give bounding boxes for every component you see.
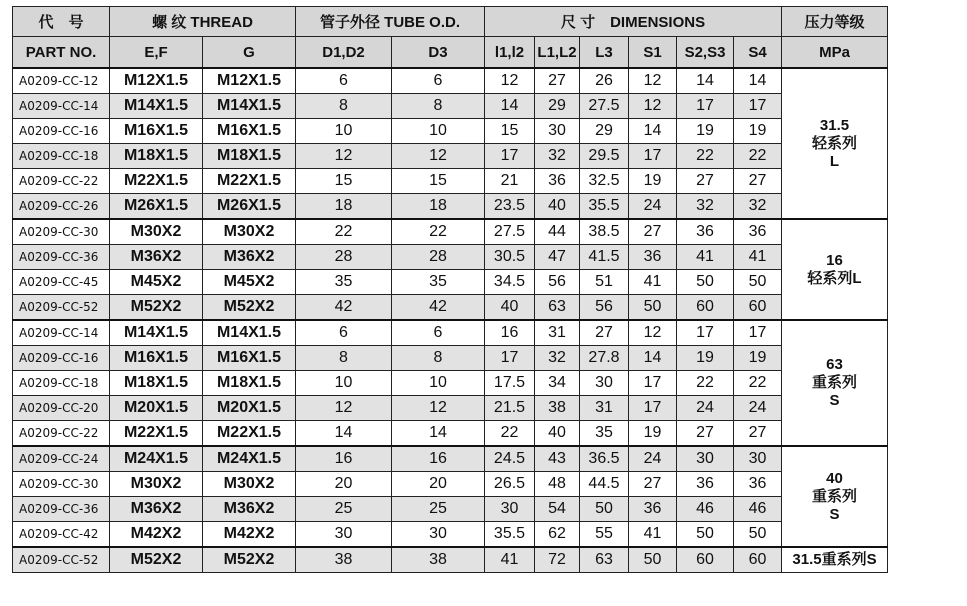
table-row xyxy=(13,295,888,321)
cell-L3: 55 xyxy=(580,522,629,548)
cell-L3: 27.5 xyxy=(580,94,629,119)
cell-L1L2: 47 xyxy=(535,245,580,270)
table-row xyxy=(13,346,888,371)
cell-S2S3: 32 xyxy=(677,194,734,220)
cell-d3: 6 xyxy=(392,320,485,346)
cell-thread-ef: M22X1.5 xyxy=(110,421,203,447)
cell-S1: 19 xyxy=(629,169,677,194)
cell-L3: 38.5 xyxy=(580,219,629,245)
pressure-grade-line: 31.5 xyxy=(819,116,850,134)
cell-thread-g: M12X1.5 xyxy=(203,68,296,94)
cell-S1: 14 xyxy=(629,346,677,371)
cell-S4: 17 xyxy=(734,320,782,346)
cell-d1d2: 8 xyxy=(296,346,392,371)
cell-thread-g: M22X1.5 xyxy=(203,169,296,194)
cell-L1L2: 56 xyxy=(535,270,580,295)
cell-S1: 24 xyxy=(629,446,677,472)
cell-l1l2: 21.5 xyxy=(485,396,535,421)
cell-d1d2: 18 xyxy=(296,194,392,220)
cell-d1d2: 6 xyxy=(296,320,392,346)
cell-l1l2: 17 xyxy=(485,346,535,371)
cell-d3: 8 xyxy=(392,94,485,119)
cell-S2S3: 14 xyxy=(677,68,734,94)
cell-L1L2: 48 xyxy=(535,472,580,497)
cell-d3: 8 xyxy=(392,346,485,371)
table-row xyxy=(13,119,888,144)
table-row xyxy=(13,270,888,295)
cell-part-no: A0209-CC-45 xyxy=(13,270,110,295)
cell-S4: 60 xyxy=(734,295,782,321)
cell-S1: 17 xyxy=(629,396,677,421)
cell-d1d2: 42 xyxy=(296,295,392,321)
cell-L3: 26 xyxy=(580,68,629,94)
cell-S1: 36 xyxy=(629,245,677,270)
cell-thread-ef: M45X2 xyxy=(110,270,203,295)
cell-d1d2: 6 xyxy=(296,68,392,94)
pressure-grade-cell xyxy=(782,320,888,446)
cell-thread-ef: M26X1.5 xyxy=(110,194,203,220)
cell-S1: 12 xyxy=(629,320,677,346)
cell-L1L2: 54 xyxy=(535,497,580,522)
cell-thread-g: M20X1.5 xyxy=(203,396,296,421)
cell-S1: 17 xyxy=(629,144,677,169)
cell-S4: 22 xyxy=(734,371,782,396)
cell-S4: 17 xyxy=(734,94,782,119)
table-row xyxy=(13,547,888,573)
cell-S4: 27 xyxy=(734,421,782,447)
cell-thread-g: M14X1.5 xyxy=(203,320,296,346)
cell-thread-g: M36X2 xyxy=(203,245,296,270)
cell-S4: 22 xyxy=(734,144,782,169)
cell-thread-ef: M30X2 xyxy=(110,472,203,497)
header-d1d2: D1,D2 xyxy=(296,37,392,69)
cell-thread-ef: M14X1.5 xyxy=(110,94,203,119)
cell-l1l2: 26.5 xyxy=(485,472,535,497)
pressure-grade-line: 31.5重系列S xyxy=(792,551,877,568)
cell-S1: 12 xyxy=(629,94,677,119)
cell-S1: 24 xyxy=(629,194,677,220)
cell-L3: 35 xyxy=(580,421,629,447)
cell-L3: 29 xyxy=(580,119,629,144)
cell-d3: 18 xyxy=(392,194,485,220)
cell-part-no: A0209-CC-22 xyxy=(13,421,110,447)
pressure-grade-line: 16 xyxy=(826,251,843,269)
cell-d1d2: 10 xyxy=(296,119,392,144)
cell-thread-g: M16X1.5 xyxy=(203,346,296,371)
cell-L1L2: 30 xyxy=(535,119,580,144)
cell-l1l2: 17 xyxy=(485,144,535,169)
cell-thread-ef: M36X2 xyxy=(110,245,203,270)
cell-S4: 46 xyxy=(734,497,782,522)
cell-d3: 12 xyxy=(392,144,485,169)
cell-thread-ef: M16X1.5 xyxy=(110,346,203,371)
cell-l1l2: 34.5 xyxy=(485,270,535,295)
cell-part-no: A0209-CC-24 xyxy=(13,446,110,472)
cell-d1d2: 30 xyxy=(296,522,392,548)
cell-thread-ef: M36X2 xyxy=(110,497,203,522)
header-S4: S4 xyxy=(734,37,782,69)
cell-l1l2: 35.5 xyxy=(485,522,535,548)
cell-L3: 32.5 xyxy=(580,169,629,194)
header-g: G xyxy=(203,37,296,69)
cell-d1d2: 22 xyxy=(296,219,392,245)
header-ef: E,F xyxy=(110,37,203,69)
cell-thread-ef: M30X2 xyxy=(110,219,203,245)
cell-l1l2: 15 xyxy=(485,119,535,144)
pressure-grade-cell xyxy=(782,219,888,320)
table-row xyxy=(13,497,888,522)
cell-thread-ef: M12X1.5 xyxy=(110,68,203,94)
cell-d1d2: 20 xyxy=(296,472,392,497)
cell-d3: 6 xyxy=(392,68,485,94)
header-tube-od: 管子外径 TUBE O.D. xyxy=(296,7,485,37)
header-L1L2: L1,L2 xyxy=(535,37,580,69)
cell-part-no: A0209-CC-14 xyxy=(13,320,110,346)
cell-part-no: A0209-CC-14 xyxy=(13,94,110,119)
header-d3: D3 xyxy=(392,37,485,69)
cell-l1l2: 23.5 xyxy=(485,194,535,220)
cell-l1l2: 12 xyxy=(485,68,535,94)
cell-S4: 30 xyxy=(734,446,782,472)
cell-L3: 41.5 xyxy=(580,245,629,270)
cell-part-no: A0209-CC-26 xyxy=(13,194,110,220)
cell-S4: 60 xyxy=(734,547,782,573)
cell-d3: 28 xyxy=(392,245,485,270)
cell-d3: 10 xyxy=(392,119,485,144)
table-row xyxy=(13,522,888,548)
cell-S2S3: 50 xyxy=(677,270,734,295)
cell-S1: 27 xyxy=(629,472,677,497)
cell-thread-g: M18X1.5 xyxy=(203,371,296,396)
pressure-grade-line: 轻系列 xyxy=(811,134,857,152)
cell-L1L2: 44 xyxy=(535,219,580,245)
table-header xyxy=(13,7,888,69)
cell-S4: 50 xyxy=(734,522,782,548)
cell-L1L2: 29 xyxy=(535,94,580,119)
cell-thread-ef: M22X1.5 xyxy=(110,169,203,194)
cell-S2S3: 60 xyxy=(677,295,734,321)
cell-l1l2: 22 xyxy=(485,421,535,447)
cell-thread-g: M14X1.5 xyxy=(203,94,296,119)
cell-d1d2: 35 xyxy=(296,270,392,295)
cell-thread-g: M22X1.5 xyxy=(203,421,296,447)
cell-part-no: A0209-CC-52 xyxy=(13,295,110,321)
cell-S4: 41 xyxy=(734,245,782,270)
cell-S1: 41 xyxy=(629,522,677,548)
cell-l1l2: 30.5 xyxy=(485,245,535,270)
cell-part-no: A0209-CC-52 xyxy=(13,547,110,573)
header-S1: S1 xyxy=(629,37,677,69)
cell-L1L2: 72 xyxy=(535,547,580,573)
cell-part-no: A0209-CC-16 xyxy=(13,119,110,144)
cell-thread-g: M16X1.5 xyxy=(203,119,296,144)
cell-l1l2: 27.5 xyxy=(485,219,535,245)
table-body xyxy=(13,68,888,573)
cell-thread-ef: M18X1.5 xyxy=(110,144,203,169)
cell-S2S3: 30 xyxy=(677,446,734,472)
cell-d1d2: 12 xyxy=(296,396,392,421)
cell-thread-g: M26X1.5 xyxy=(203,194,296,220)
cell-S2S3: 27 xyxy=(677,421,734,447)
table-row xyxy=(13,371,888,396)
cell-d3: 30 xyxy=(392,522,485,548)
pressure-grade-line: S xyxy=(829,392,840,409)
cell-S4: 27 xyxy=(734,169,782,194)
cell-L1L2: 34 xyxy=(535,371,580,396)
cell-S4: 36 xyxy=(734,219,782,245)
cell-d1d2: 38 xyxy=(296,547,392,573)
cell-l1l2: 41 xyxy=(485,547,535,573)
cell-thread-ef: M20X1.5 xyxy=(110,396,203,421)
cell-l1l2: 40 xyxy=(485,295,535,321)
cell-L3: 63 xyxy=(580,547,629,573)
header-dimensions: 尺 寸 DIMENSIONS xyxy=(485,7,782,37)
cell-l1l2: 24.5 xyxy=(485,446,535,472)
cell-L3: 56 xyxy=(580,295,629,321)
cell-l1l2: 16 xyxy=(485,320,535,346)
cell-part-no: A0209-CC-30 xyxy=(13,219,110,245)
pressure-grade-line: L xyxy=(829,152,840,170)
cell-L3: 51 xyxy=(580,270,629,295)
header-mpa: MPa xyxy=(782,37,888,69)
cell-L1L2: 32 xyxy=(535,346,580,371)
cell-thread-g: M24X1.5 xyxy=(203,446,296,472)
cell-thread-g: M30X2 xyxy=(203,472,296,497)
cell-S4: 24 xyxy=(734,396,782,421)
cell-S1: 41 xyxy=(629,270,677,295)
header-L3: L3 xyxy=(580,37,629,69)
cell-thread-ef: M24X1.5 xyxy=(110,446,203,472)
pressure-grade-line: S xyxy=(829,505,840,523)
cell-L3: 29.5 xyxy=(580,144,629,169)
cell-S4: 32 xyxy=(734,194,782,220)
pressure-grade-cell xyxy=(782,446,888,547)
cell-d1d2: 28 xyxy=(296,245,392,270)
table-row xyxy=(13,94,888,119)
cell-S1: 14 xyxy=(629,119,677,144)
cell-S1: 27 xyxy=(629,219,677,245)
cell-S1: 50 xyxy=(629,547,677,573)
cell-thread-ef: M52X2 xyxy=(110,547,203,573)
cell-L3: 30 xyxy=(580,371,629,396)
cell-L3: 36.5 xyxy=(580,446,629,472)
cell-S4: 14 xyxy=(734,68,782,94)
cell-thread-g: M36X2 xyxy=(203,497,296,522)
cell-thread-ef: M14X1.5 xyxy=(110,320,203,346)
cell-thread-g: M45X2 xyxy=(203,270,296,295)
cell-S2S3: 36 xyxy=(677,219,734,245)
cell-S2S3: 22 xyxy=(677,371,734,396)
header-l1l2-small: l1,l2 xyxy=(485,37,535,69)
cell-thread-ef: M16X1.5 xyxy=(110,119,203,144)
cell-d3: 20 xyxy=(392,472,485,497)
cell-S2S3: 17 xyxy=(677,94,734,119)
cell-S2S3: 24 xyxy=(677,396,734,421)
cell-S4: 19 xyxy=(734,119,782,144)
cell-thread-g: M30X2 xyxy=(203,219,296,245)
header-pressure-grade: 压力等级 xyxy=(782,7,888,37)
cell-L1L2: 43 xyxy=(535,446,580,472)
cell-l1l2: 30 xyxy=(485,497,535,522)
table-row xyxy=(13,169,888,194)
cell-L1L2: 40 xyxy=(535,421,580,447)
cell-S2S3: 36 xyxy=(677,472,734,497)
cell-l1l2: 14 xyxy=(485,94,535,119)
cell-d1d2: 15 xyxy=(296,169,392,194)
cell-S4: 36 xyxy=(734,472,782,497)
cell-L1L2: 31 xyxy=(535,320,580,346)
cell-part-no: A0209-CC-36 xyxy=(13,497,110,522)
cell-S2S3: 19 xyxy=(677,119,734,144)
cell-L1L2: 63 xyxy=(535,295,580,321)
cell-S1: 12 xyxy=(629,68,677,94)
cell-S1: 50 xyxy=(629,295,677,321)
cell-S1: 19 xyxy=(629,421,677,447)
cell-l1l2: 21 xyxy=(485,169,535,194)
dimensions-table xyxy=(12,6,888,573)
table-row xyxy=(13,396,888,421)
cell-S4: 50 xyxy=(734,270,782,295)
cell-d3: 38 xyxy=(392,547,485,573)
cell-d1d2: 25 xyxy=(296,497,392,522)
cell-S1: 36 xyxy=(629,497,677,522)
cell-d1d2: 10 xyxy=(296,371,392,396)
cell-S2S3: 19 xyxy=(677,346,734,371)
pressure-grade-line: 63 xyxy=(826,356,843,373)
table-row xyxy=(13,421,888,447)
cell-d1d2: 12 xyxy=(296,144,392,169)
cell-part-no: A0209-CC-22 xyxy=(13,169,110,194)
cell-L3: 27 xyxy=(580,320,629,346)
cell-S1: 17 xyxy=(629,371,677,396)
cell-L1L2: 40 xyxy=(535,194,580,220)
cell-thread-ef: M18X1.5 xyxy=(110,371,203,396)
cell-thread-g: M18X1.5 xyxy=(203,144,296,169)
cell-d3: 14 xyxy=(392,421,485,447)
table-row xyxy=(13,219,888,245)
cell-S2S3: 27 xyxy=(677,169,734,194)
pressure-grade-line: 轻系列L xyxy=(807,269,862,287)
cell-L1L2: 27 xyxy=(535,68,580,94)
cell-L3: 50 xyxy=(580,497,629,522)
pressure-grade-cell xyxy=(782,68,888,219)
pressure-grade-line: 40 xyxy=(826,469,843,487)
cell-l1l2: 17.5 xyxy=(485,371,535,396)
cell-thread-g: M52X2 xyxy=(203,295,296,321)
cell-S2S3: 50 xyxy=(677,522,734,548)
cell-part-no: A0209-CC-20 xyxy=(13,396,110,421)
cell-L1L2: 32 xyxy=(535,144,580,169)
cell-S2S3: 22 xyxy=(677,144,734,169)
cell-L3: 35.5 xyxy=(580,194,629,220)
cell-L1L2: 38 xyxy=(535,396,580,421)
table-row xyxy=(13,144,888,169)
cell-thread-g: M42X2 xyxy=(203,522,296,548)
pressure-grade-line: 重系列 xyxy=(811,487,857,505)
cell-d3: 16 xyxy=(392,446,485,472)
header-code-cn: 代 号 xyxy=(13,7,110,37)
cell-S4: 19 xyxy=(734,346,782,371)
cell-d3: 22 xyxy=(392,219,485,245)
header-part-no: PART NO. xyxy=(13,37,110,69)
table-row xyxy=(13,320,888,346)
cell-part-no: A0209-CC-30 xyxy=(13,472,110,497)
cell-d1d2: 14 xyxy=(296,421,392,447)
cell-L1L2: 36 xyxy=(535,169,580,194)
header-thread: 螺 纹 THREAD xyxy=(110,7,296,37)
cell-L3: 31 xyxy=(580,396,629,421)
cell-part-no: A0209-CC-18 xyxy=(13,371,110,396)
cell-part-no: A0209-CC-16 xyxy=(13,346,110,371)
cell-d3: 12 xyxy=(392,396,485,421)
cell-thread-ef: M52X2 xyxy=(110,295,203,321)
pressure-grade-cell xyxy=(782,547,888,573)
cell-L1L2: 62 xyxy=(535,522,580,548)
cell-thread-ef: M42X2 xyxy=(110,522,203,548)
cell-part-no: A0209-CC-42 xyxy=(13,522,110,548)
cell-L3: 44.5 xyxy=(580,472,629,497)
cell-S2S3: 46 xyxy=(677,497,734,522)
cell-S2S3: 41 xyxy=(677,245,734,270)
table-row xyxy=(13,245,888,270)
cell-d3: 15 xyxy=(392,169,485,194)
cell-L3: 27.8 xyxy=(580,346,629,371)
cell-d3: 25 xyxy=(392,497,485,522)
cell-d1d2: 16 xyxy=(296,446,392,472)
cell-d3: 10 xyxy=(392,371,485,396)
table-row xyxy=(13,194,888,220)
cell-d1d2: 8 xyxy=(296,94,392,119)
table-row xyxy=(13,472,888,497)
cell-S2S3: 60 xyxy=(677,547,734,573)
cell-part-no: A0209-CC-12 xyxy=(13,68,110,94)
table-row xyxy=(13,68,888,94)
cell-thread-g: M52X2 xyxy=(203,547,296,573)
pressure-grade-line: 重系列 xyxy=(811,374,857,391)
table-row xyxy=(13,446,888,472)
cell-S2S3: 17 xyxy=(677,320,734,346)
cell-d3: 35 xyxy=(392,270,485,295)
cell-part-no: A0209-CC-18 xyxy=(13,144,110,169)
cell-part-no: A0209-CC-36 xyxy=(13,245,110,270)
cell-d3: 42 xyxy=(392,295,485,321)
header-S2S3: S2,S3 xyxy=(677,37,734,69)
